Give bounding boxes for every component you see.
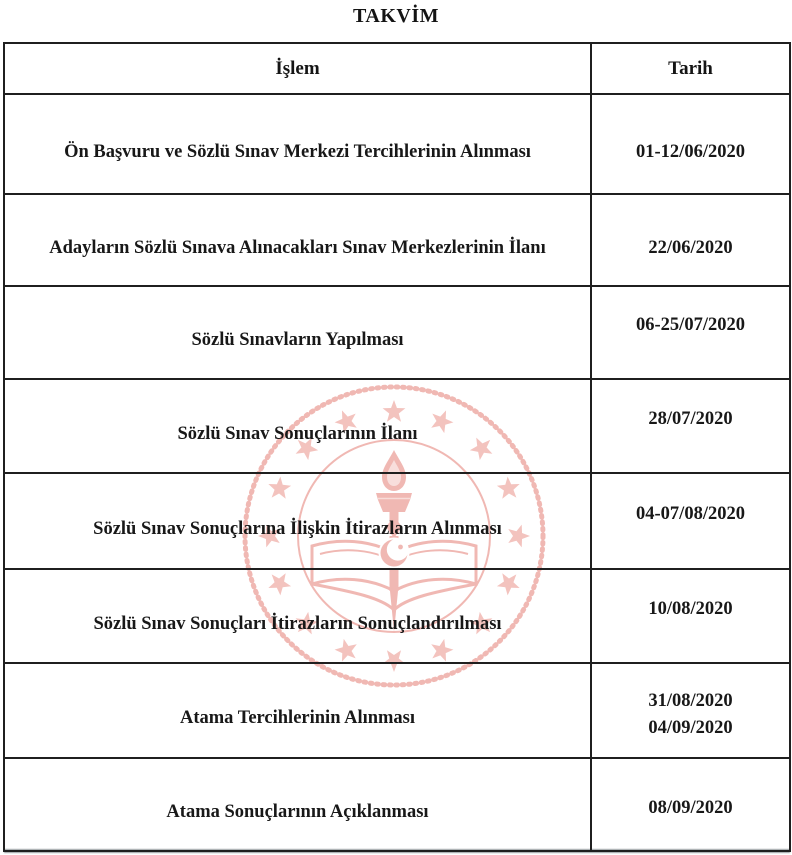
col-header-tarih: Tarih <box>591 43 790 94</box>
col-header-islem: İşlem <box>4 43 591 94</box>
table-row <box>4 569 790 663</box>
tarih-cell <box>591 663 790 758</box>
islem-cell-text: Sözlü Sınav Sonuçları İtirazların Sonuçlandırılması <box>93 613 502 634</box>
document-title: TAKVİM <box>353 5 439 27</box>
tarih-line: 10/08/2020 <box>648 598 733 619</box>
table-row <box>4 194 790 286</box>
table-row <box>4 473 790 569</box>
tarih-cell-text <box>648 795 732 822</box>
tarih-cell <box>591 286 790 379</box>
islem-cell-text: Ön Başvuru ve Sözlü Sınav Merkezi Tercihlerinin Alınması <box>64 141 531 162</box>
takvim-table <box>3 42 791 852</box>
table-row <box>4 286 790 379</box>
tarih-line: 22/06/2020 <box>648 237 733 258</box>
islem-cell-text: Sözlü Sınav Sonuçlarına İlişkin İtirazların Alınması <box>93 518 502 539</box>
table-row <box>4 94 790 194</box>
header-row <box>4 43 790 94</box>
takvim-table-body <box>4 94 790 851</box>
islem-cell-text: Sözlü Sınav Sonuçlarının İlanı <box>177 423 418 444</box>
table-row <box>4 379 790 473</box>
tarih-cell-text <box>636 139 745 166</box>
table-row <box>4 663 790 758</box>
tarih-cell <box>591 194 790 286</box>
tarih-cell <box>591 758 790 851</box>
tarih-line: 01-12/06/2020 <box>636 141 745 162</box>
islem-cell-text: Adayların Sözlü Sınava Alınacakları Sınav Merkezlerinin İlanı <box>49 237 546 258</box>
table-row <box>4 758 790 851</box>
tarih-line: 31/08/2020 <box>648 690 733 711</box>
tarih-cell-text <box>648 596 732 623</box>
tarih-cell-text <box>636 312 745 339</box>
tarih-cell <box>591 569 790 663</box>
tarih-line: 06-25/07/2020 <box>636 315 745 336</box>
tarih-cell-text <box>648 406 732 433</box>
islem-cell <box>4 194 591 286</box>
tarih-cell-text <box>636 501 745 528</box>
tarih-line: 08/09/2020 <box>648 798 733 819</box>
islem-cell-text: Atama Tercihlerinin Alınması <box>179 708 416 728</box>
tarih-line: 04-07/08/2020 <box>636 503 745 524</box>
tarih-cell <box>591 94 790 194</box>
tarih-cell <box>591 379 790 473</box>
islem-cell <box>4 473 591 569</box>
islem-cell <box>4 286 591 379</box>
tarih-cell-text <box>648 235 732 262</box>
islem-cell <box>4 94 591 194</box>
tarih-cell <box>591 473 790 569</box>
islem-cell-text: Sözlü Sınavların Yapılması <box>191 330 404 350</box>
tarih-line: 04/09/2020 <box>648 717 733 738</box>
islem-cell <box>4 379 591 473</box>
islem-cell <box>4 569 591 663</box>
islem-cell-text: Atama Sonuçlarının Açıklanması <box>166 802 429 822</box>
tarih-cell-text <box>648 688 732 742</box>
tarih-line: 28/07/2020 <box>648 408 733 429</box>
islem-cell <box>4 663 591 758</box>
islem-cell <box>4 758 591 851</box>
